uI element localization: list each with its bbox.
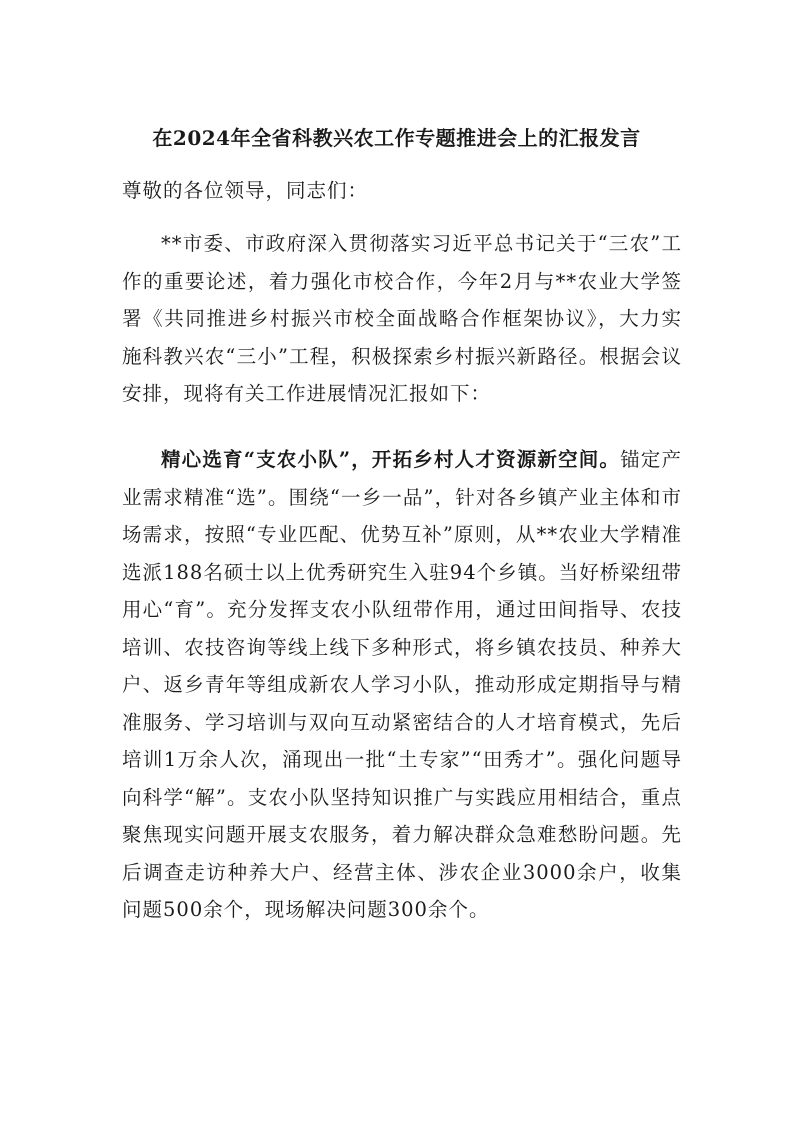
- paragraph-intro: [122, 225, 682, 413]
- paragraph-text: 锚定产业需求精准“选”。围绕“一乡一品”，针对各乡镇产业主体和市场需求，按照“专业匹配、优势互补”原则，从**农业大学精准选派188名硕士以上优秀研究生入驻94个乡镇。当好桥梁纽带用心“育”。充分发挥支农小队纽带作用，通过田间指导、农技培训、农技咨询等线上线下多种形式，将乡镇农技员、种养大户、返乡青年等组成新农人学习小队，推动形成定期指导与精准服务、学习培训与双向互动紧密结合的人才培育模式，先后培训1万余人次，涌现出一批“土专家”“田秀才”。强化问题导向科学“解”。支农小队坚持知识推广与实践应用相结合，重点聚焦现实问题开展支农服务，着力解决群众急难愁盼问题。先后调查走访种养大户、经营主体、涉农企业3000余户，收集问题500余个，现场解决问题300余个。: [122, 448, 682, 921]
- paragraph-lead-heading: 精心选育“支农小队”，开拓乡村人才资源新空间。: [161, 448, 621, 471]
- salutation: 尊敬的各位领导，同志们：: [122, 179, 369, 202]
- paragraph-text: **市委、市政府深入贯彻落实习近平总书记关于“三农”工作的重要论述，着力强化市校合作，今年2月与**农业大学签署《共同推进乡村振兴市校全面战略合作框架协议》，大力实施科教兴农“三小”工程，积极探索乡村振兴新路径。根据会议安排，现将有关工作进展情况汇报如下：: [122, 232, 682, 405]
- document-title: 在2024年全省科教兴农工作专题推进会上的汇报发言: [152, 126, 641, 150]
- paragraph-section-1: [122, 441, 682, 929]
